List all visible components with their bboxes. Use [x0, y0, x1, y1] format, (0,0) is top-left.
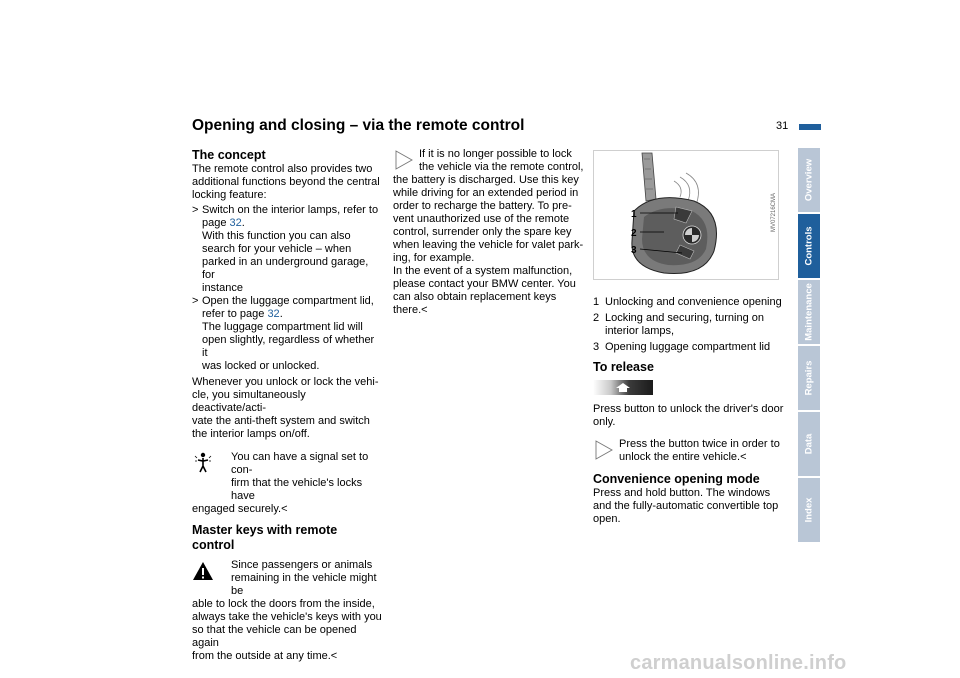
tab-label: Overview: [803, 158, 815, 202]
image-code: MV07216CMA: [771, 192, 777, 232]
column-2: [393, 148, 588, 317]
tab-label: Controls: [803, 226, 815, 266]
bullet-interior-lamps: > Switch on the interior lamps, refer to page 32. With this function you can also search for your vehicle – when parked in an underground garage, for instance: [192, 204, 379, 294]
heading-to-release: To release: [593, 360, 654, 374]
remote-key-image: [593, 150, 779, 280]
column-3: [593, 296, 788, 375]
person-icon: [192, 451, 214, 475]
page-link-32[interactable]: 32: [229, 217, 242, 229]
heading-master-keys: Master keys with remote control: [192, 523, 338, 552]
signal-note: You can have a signal set to con- firm that the vehicle's locks have engaged securely.<: [192, 451, 369, 515]
legend-item-3: 3 Opening luggage compartment lid: [593, 341, 771, 353]
tab-maintenance[interactable]: [798, 280, 820, 344]
convenience-text: Press and hold button. The windows and the fully-automatic convertible top open.: [593, 487, 779, 525]
tab-overview[interactable]: [798, 148, 820, 212]
page-number-bar: [799, 124, 821, 130]
tab-data[interactable]: [798, 412, 820, 476]
tab-label: Index: [803, 497, 815, 523]
tab-label: Data: [803, 433, 815, 455]
warning-icon: [192, 559, 214, 583]
note-triangle-icon: [593, 438, 615, 462]
release-note: Press the button twice in order to unlock the entire vehicle.<: [593, 438, 788, 464]
bullet-marker: >: [192, 295, 199, 307]
concept-intro: The remote control also provides two additional functions beyond the central locking feature:: [192, 163, 380, 201]
legend-item-1: 1 Unlocking and convenience opening: [593, 296, 782, 308]
heading-convenience-opening: Convenience opening mode: [593, 472, 760, 486]
tab-index[interactable]: [798, 478, 820, 542]
callout-3: 3: [631, 245, 637, 256]
legend-item-2: 2 Locking and securing, turning on interior lamps,: [593, 312, 764, 337]
note-triangle-icon: [393, 148, 415, 172]
house-arrow-icon: [593, 380, 653, 395]
page-number: 31: [776, 120, 789, 132]
master-warning-note: Since passengers or animals remaining in the vehicle might be able to lock the doors from the inside, always take the vehicle's keys with you so that the vehicle can be opened again from the outside at any time.<: [192, 559, 382, 662]
unlock-button-graphic: [593, 380, 653, 395]
section-tabs: [798, 148, 820, 544]
column-3-lower: [593, 403, 788, 526]
callout-2: 2: [631, 228, 637, 239]
bullet-marker: >: [192, 204, 199, 216]
page-link-32[interactable]: 32: [267, 308, 280, 320]
heading-concept: The concept: [192, 148, 266, 162]
tab-controls[interactable]: [798, 214, 820, 278]
callout-1: 1: [631, 209, 637, 220]
release-text: Press button to unlock the driver's door only.: [593, 403, 784, 428]
tab-label: Repairs: [803, 360, 815, 396]
footer-watermark: carmanualsonline.info: [630, 652, 847, 674]
battery-note: If it is no longer possible to lock the vehicle via the remote control, the battery is discharged. Use this key while driving for an extended period in order to recharge the battery. To pre- vent unauthorized use of the remote control, surrender only the spare key when leaving the vehicle for valet park- ing, for example. In the event of a system malfunction, please contact your BMW center. You can also obtain replacement keys there.<: [393, 148, 584, 316]
page-title: Opening and closing – via the remote control: [192, 117, 525, 134]
tab-label: Maintenance: [803, 283, 815, 341]
unlock-paragraph: Whenever you unlock or lock the vehi- cle, you simultaneously deactivate/acti- vate the anti-theft system and switch the interior lamps on/off.: [192, 376, 379, 440]
tab-repairs[interactable]: [798, 346, 820, 410]
remote-key-illustration: [594, 151, 778, 279]
bullet-luggage-lid: > Open the luggage compartment lid, refer to page 32. The luggage compartment lid will open slightly, regardless of whether it was locked or unlocked.: [192, 295, 375, 372]
column-1: [192, 148, 382, 663]
